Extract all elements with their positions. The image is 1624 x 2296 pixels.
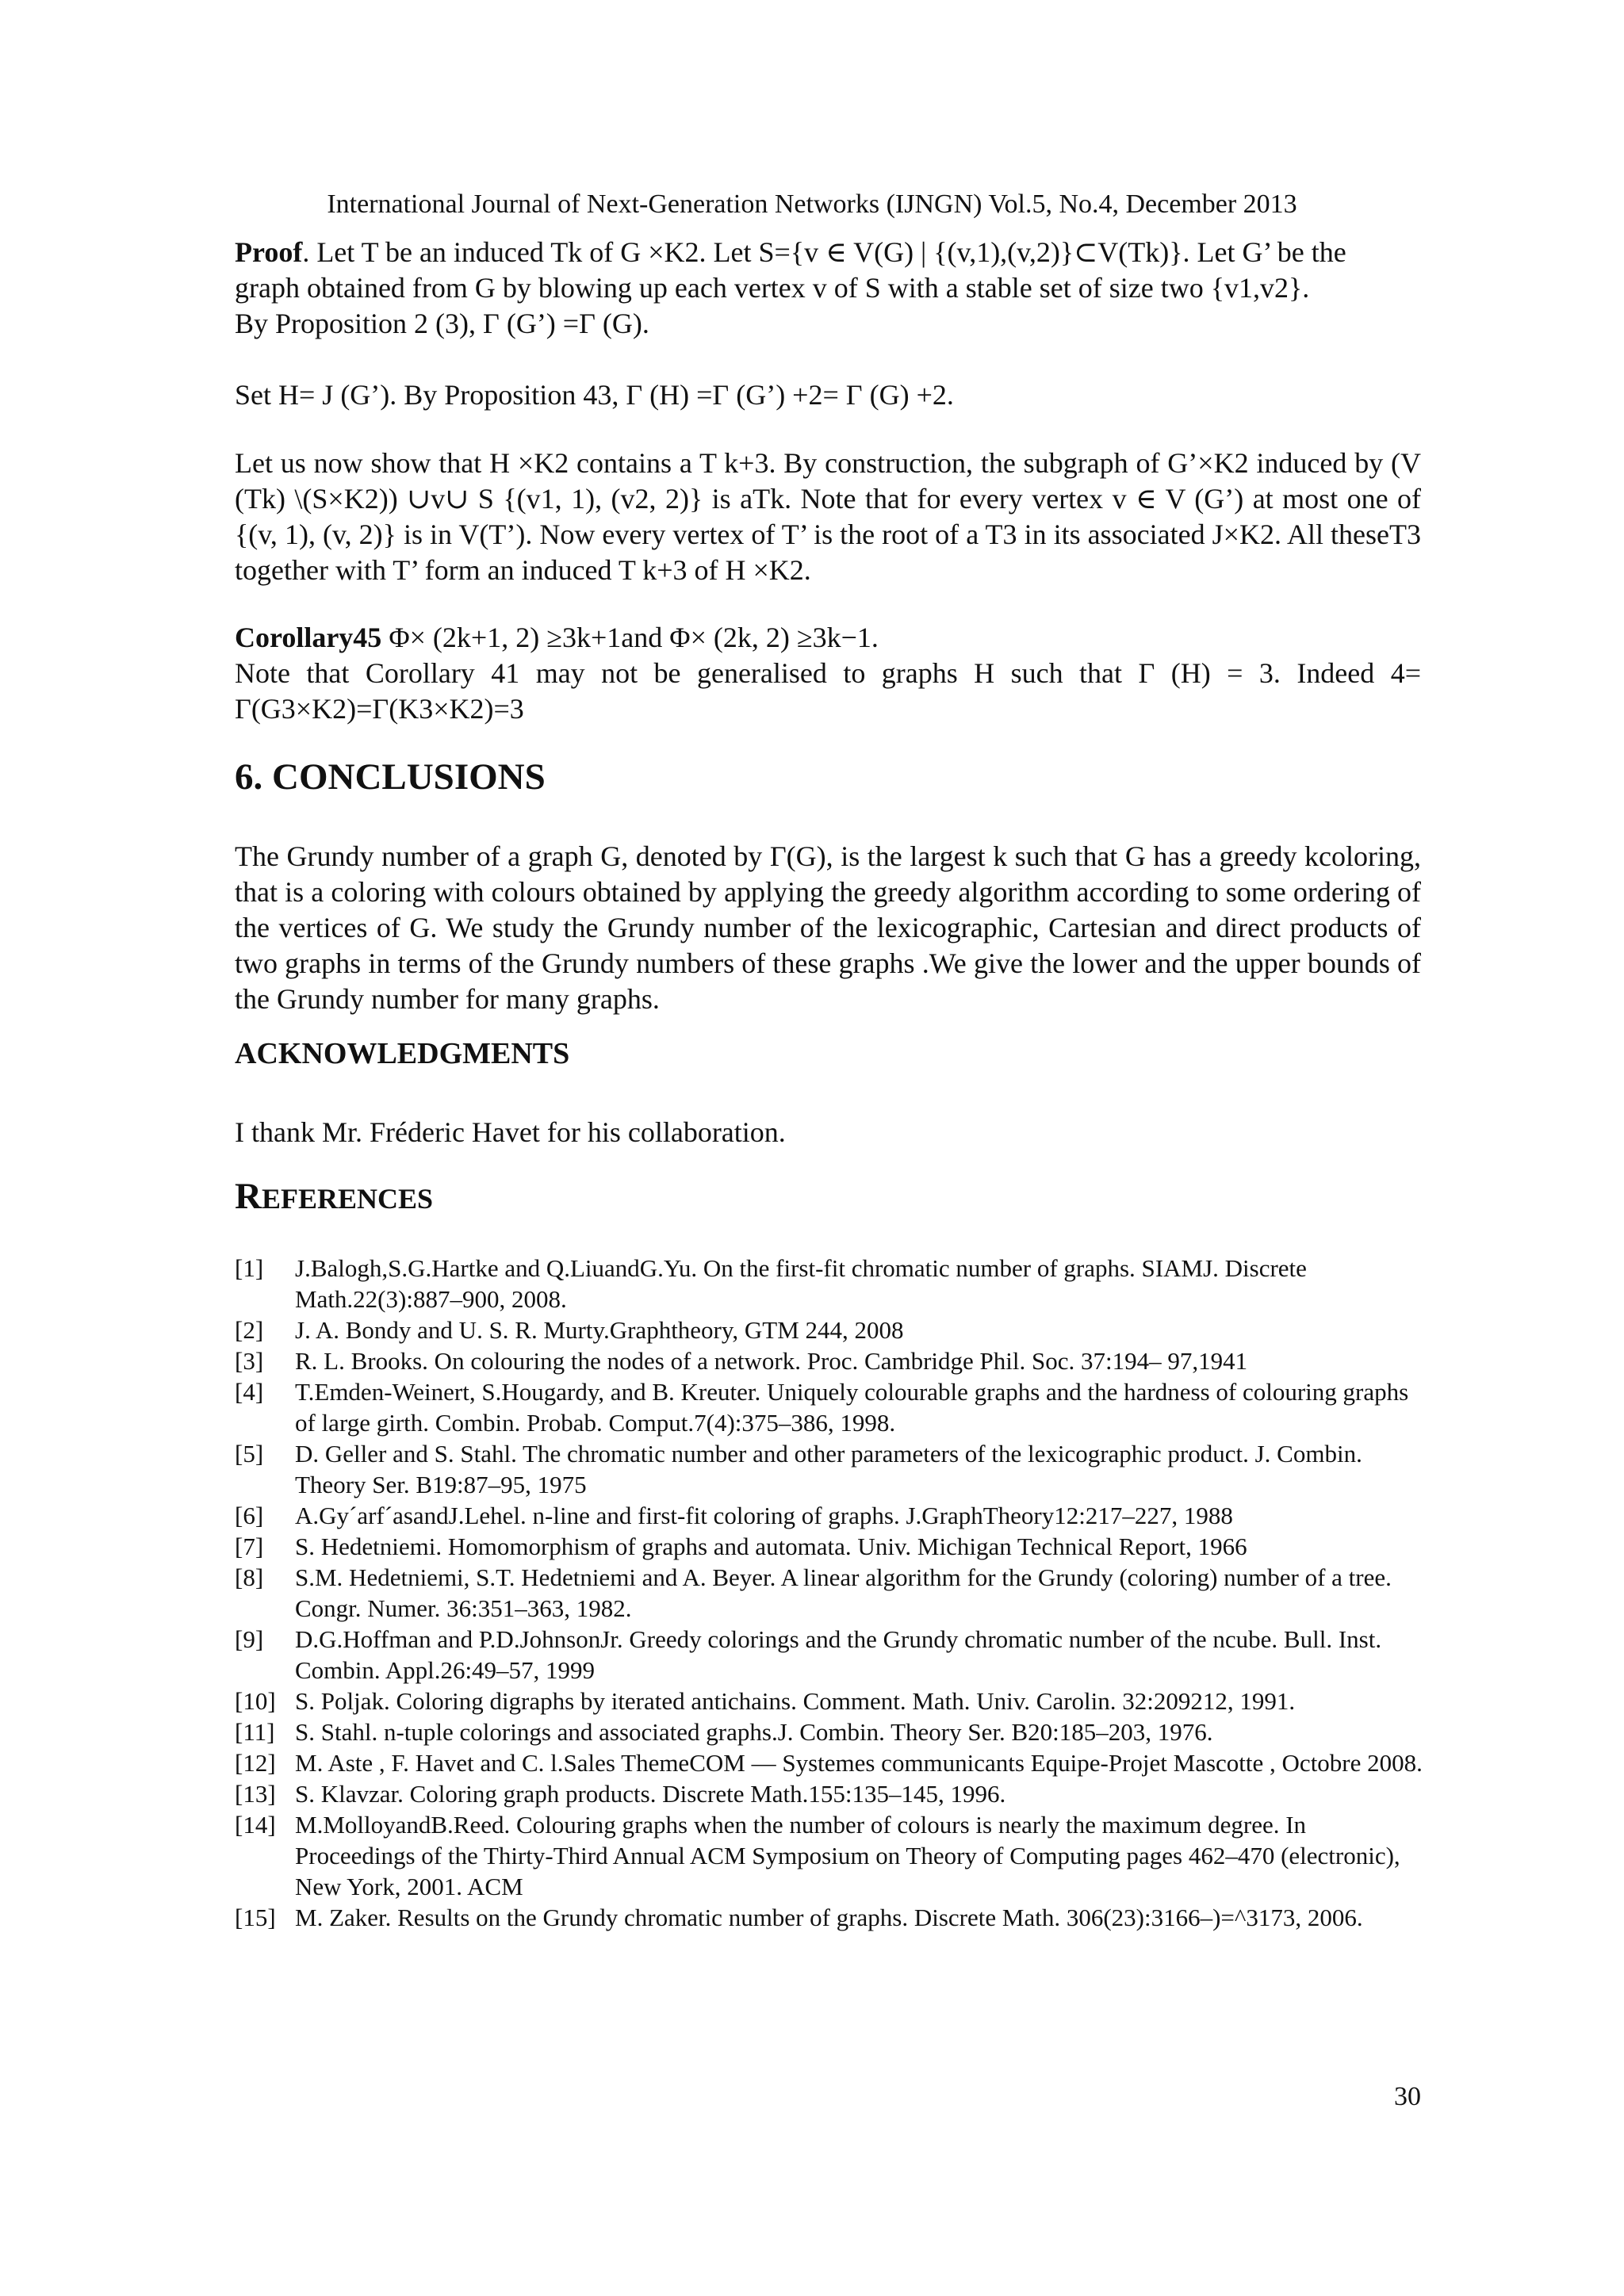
reference-number: [12] — [235, 1749, 276, 1777]
reference-text: R. L. Brooks. On colouring the nodes of a network. Proc. Cambridge Phil. Soc. 37:194– 97,1941 — [295, 1347, 1248, 1375]
reference-text: D.G.Hoffman and P.D.JohnsonJr. Greedy colorings and the Grundy chromatic number of the ncube. Bull. Inst. Combin. Appl.26:49–57, 1999 — [295, 1625, 1382, 1684]
proof-label: Proof — [235, 236, 303, 268]
reference-number: [3] — [235, 1347, 264, 1375]
acknowledgments-heading: ACKNOWLEDGMENTS — [235, 1037, 570, 1070]
reference-text: D. Geller and S. Stahl. The chromatic number and other parameters of the lexicographic product. J. Combin. Theory Ser. B19:87–95, 1975 — [295, 1440, 1362, 1498]
reference-text: S. Poljak. Coloring digraphs by iterated antichains. Comment. Math. Univ. Carolin. 32:209212, 1991. — [295, 1687, 1296, 1715]
reference-item — [235, 1716, 1424, 1747]
reference-item — [235, 1747, 1424, 1778]
construction-paragraph: Let us now show that H ×K2 contains a T k+3. By construction, the subgraph of G’×K2 induced by (V (Tk) \(S×K2)) ∪v∪ S {(v1, 1), (v2, 2)} is aTk. Note that for every vertex v ∈ V (G’) at most one of {(v, 1), (v, 2)} is in V(T’). Now every vertex of T’ is the root of a T3 in its associated J×K2. All theseT3 together with T’ form an induced T k+3 of H ×K2. — [235, 447, 1421, 586]
reference-text: S. Hedetniemi. Homomorphism of graphs and automata. Univ. Michigan Technical Report, 1966 — [295, 1533, 1247, 1560]
corollary-note: Note that Corollary 41 may not be generalised to graphs H such that Γ (H) = 3. Indeed 4= Γ(G3×K2)=Γ(K3×K2)=3 — [235, 657, 1421, 725]
corollary-label: Corollary45 — [235, 622, 382, 653]
reference-number: [5] — [235, 1440, 264, 1468]
reference-item — [235, 1686, 1424, 1716]
reference-text: A.Gy´arf´asandJ.Lehel. n-line and first-fit coloring of graphs. J.GraphTheory12:217–227, 1988 — [295, 1502, 1233, 1529]
proof-line-2: graph obtained from G by blowing up each vertex v of S with a stable set of size two {v1,v2}. — [235, 272, 1310, 304]
reference-number: [2] — [235, 1316, 264, 1344]
reference-text: J. A. Bondy and U. S. R. Murty.Graphtheory, GTM 244, 2008 — [295, 1316, 904, 1344]
reference-number: [7] — [235, 1533, 264, 1560]
corollary-paragraph — [235, 620, 1421, 727]
references-heading: REFERENCES — [235, 1176, 434, 1217]
reference-number: [1] — [235, 1254, 264, 1282]
reference-item — [235, 1376, 1424, 1438]
reference-number: [14] — [235, 1811, 276, 1839]
reference-text: S. Stahl. n-tuple colorings and associated graphs.J. Combin. Theory Ser. B20:185–203, 1976. — [295, 1718, 1213, 1746]
reference-text: M. Zaker. Results on the Grundy chromatic number of graphs. Discrete Math. 306(23):3166–)=^3173, 2006. — [295, 1904, 1363, 1931]
references-list — [235, 1253, 1424, 1933]
reference-item — [235, 1531, 1424, 1562]
reference-number: [6] — [235, 1502, 264, 1529]
proof-line-3: By Proposition 2 (3), Γ (G’) =Γ (G). — [235, 308, 649, 339]
reference-number: [8] — [235, 1563, 264, 1591]
reference-text: J.Balogh,S.G.Hartke and Q.LiuandG.Yu. On the first-fit chromatic number of graphs. SIAMJ. Discrete Math.22(3):887–900, 2008. — [295, 1254, 1307, 1313]
reference-item — [235, 1902, 1424, 1933]
conclusions-text: The Grundy number of a graph G, denoted by Γ(G), is the largest k such that G has a greedy kcoloring, that is a coloring with colours obtained by applying the greedy algorithm according to some ordering of the vertices of G. We study the Grundy number of the lexicographic, Cartesian and direct products of two graphs in terms of the Grundy numbers of these graphs .We give the lower and the upper bounds of the Grundy number for many graphs. — [235, 840, 1421, 1015]
reference-number: [15] — [235, 1904, 276, 1931]
reference-text: M. Aste , F. Havet and C. l.Sales ThemeCOM — Systemes communicants Equipe-Projet Mascotte , Octobre 2008. — [295, 1749, 1423, 1777]
reference-number: [13] — [235, 1780, 276, 1808]
reference-number: [11] — [235, 1718, 275, 1746]
set-h-paragraph: Set H= J (G’). By Proposition 43, Γ (H) =Γ (G’) +2= Γ (G) +2. — [235, 379, 954, 411]
reference-item — [235, 1253, 1424, 1314]
reference-item — [235, 1438, 1424, 1500]
reference-item — [235, 1778, 1424, 1809]
reference-number: [4] — [235, 1378, 264, 1406]
reference-text: S.M. Hedetniemi, S.T. Hedetniemi and A. Beyer. A linear algorithm for the Grundy (coloring) number of a tree. Congr. Numer. 36:351–363, 1982. — [295, 1563, 1392, 1622]
journal-header: International Journal of Next-Generation Networks (IJNGN) Vol.5, No.4, December 2013 — [327, 189, 1297, 219]
reference-item — [235, 1314, 1424, 1345]
reference-text: S. Klavzar. Coloring graph products. Discrete Math.155:135–145, 1996. — [295, 1780, 1006, 1808]
reference-item — [235, 1624, 1424, 1686]
reference-item — [235, 1345, 1424, 1376]
reference-item — [235, 1809, 1424, 1902]
reference-number: [9] — [235, 1625, 264, 1653]
page-number: 30 — [1394, 2082, 1421, 2111]
reference-text: T.Emden-Weinert, S.Hougardy, and B. Kreuter. Uniquely colourable graphs and the hardness of colouring graphs of large girth. Combin. Probab. Comput.7(4):375–386, 1998. — [295, 1378, 1409, 1437]
acknowledgments-text: I thank Mr. Fréderic Havet for his collaboration. — [235, 1116, 786, 1148]
reference-item — [235, 1562, 1424, 1624]
conclusions-heading: 6. CONCLUSIONS — [235, 756, 546, 798]
corollary-text: Φ× (2k+1, 2) ≥3k+1and Φ× (2k, 2) ≥3k−1. — [381, 622, 879, 653]
proof-line-1: . Let T be an induced Tk of G ×K2. Let S={v ∈ V(G) | {(v,1),(v,2)}⊂V(Tk)}. Let G’ be the — [302, 236, 1346, 268]
reference-item — [235, 1500, 1424, 1531]
reference-number: [10] — [235, 1687, 276, 1715]
reference-text: M.MolloyandB.Reed. Colouring graphs when the number of colours is nearly the maximum degree. In Proceedings of the Thirty-Third Annual ACM Symposium on Theory of Computing pages 462–470 (electronic), New York, 2001. ACM — [295, 1811, 1400, 1900]
proof-paragraph — [235, 235, 1421, 342]
